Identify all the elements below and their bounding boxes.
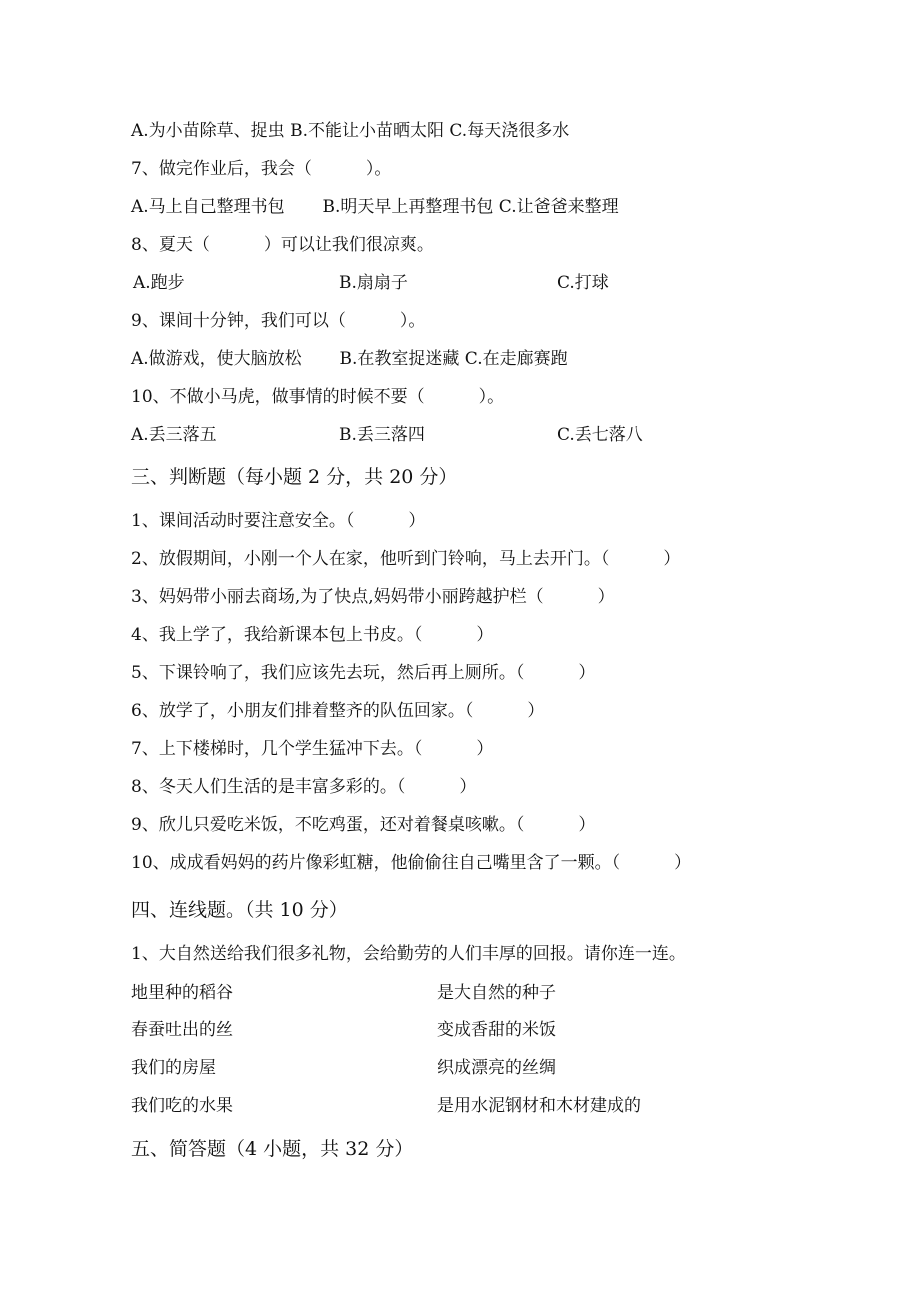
judge-item: 1、课间活动时要注意安全。（ ） [131, 511, 426, 531]
q7-options: A.马上自己整理书包 B.明天早上再整理书包 C.让爸爸来整理 [131, 197, 619, 217]
match-left-item: 我们的房屋 [131, 1058, 216, 1078]
match-right-item: 织成漂亮的丝绸 [437, 1058, 556, 1078]
q10-option-c: C.丢七落八 [557, 425, 643, 445]
match-left-item: 我们吃的水果 [131, 1096, 233, 1116]
q8-option-c: C.打球 [557, 273, 609, 293]
matching-question: 1、大自然送给我们很多礼物，会给勤劳的人们丰厚的回报。请你连一连。 [131, 944, 686, 964]
match-right-item: 是用水泥钢材和木材建成的 [437, 1096, 641, 1116]
q10-option-b: B.丢三落四 [339, 425, 425, 445]
judge-item: 9、欣儿只爱吃米饭，不吃鸡蛋，还对着餐桌咳嗽。（ ） [131, 815, 596, 835]
section5-heading: 五、简答题（4 小题，共 32 分） [131, 1138, 414, 1160]
section4-heading: 四、连线题。（共 10 分） [131, 899, 348, 921]
q8-option-a: A.跑步 [133, 273, 185, 293]
q8-option-b: B.扇扇子 [339, 273, 408, 293]
judge-item: 2、放假期间，小刚一个人在家，他听到门铃响，马上去开门。（ ） [131, 549, 681, 569]
match-right-item: 是大自然的种子 [437, 983, 556, 1003]
q9-stem: 9、课间十分钟，我们可以（ ）。 [131, 311, 426, 331]
match-left-item: 春蚕吐出的丝 [131, 1020, 233, 1040]
q10-option-a: A.丢三落五 [131, 425, 217, 445]
judge-item: 10、成成看妈妈的药片像彩虹糖，他偷偷往自己嘴里含了一颗。（ ） [131, 853, 692, 873]
q8-stem: 8、夏天（ ）可以让我们很凉爽。 [131, 235, 434, 255]
judge-item: 7、上下楼梯时，几个学生猛冲下去。（ ） [131, 739, 494, 759]
judge-item: 8、冬天人们生活的是丰富多彩的。（ ） [131, 777, 477, 797]
judge-item: 5、下课铃响了，我们应该先去玩，然后再上厕所。（ ） [131, 663, 596, 683]
q10-stem: 10、不做小马虎，做事情的时候不要（ ）。 [131, 387, 505, 407]
section3-heading: 三、判断题（每小题 2 分，共 20 分） [131, 466, 458, 488]
match-right-item: 变成香甜的米饭 [437, 1020, 556, 1040]
q7-stem: 7、做完作业后，我会（ ）。 [131, 159, 392, 179]
judge-item: 4、我上学了，我给新课本包上书皮。（ ） [131, 625, 494, 645]
judge-item: 3、妈妈带小丽去商场,为了快点,妈妈带小丽跨越护栏（ ） [131, 587, 615, 607]
judge-item: 6、放学了，小朋友们排着整齐的队伍回家。（ ） [131, 701, 545, 721]
match-left-item: 地里种的稻谷 [131, 983, 233, 1003]
q6-options: A.为小苗除草、捉虫 B.不能让小苗晒太阳 C.每天浇很多水 [131, 121, 570, 141]
q9-options: A.做游戏，使大脑放松 B.在教室捉迷藏 C.在走廊赛跑 [131, 349, 568, 369]
